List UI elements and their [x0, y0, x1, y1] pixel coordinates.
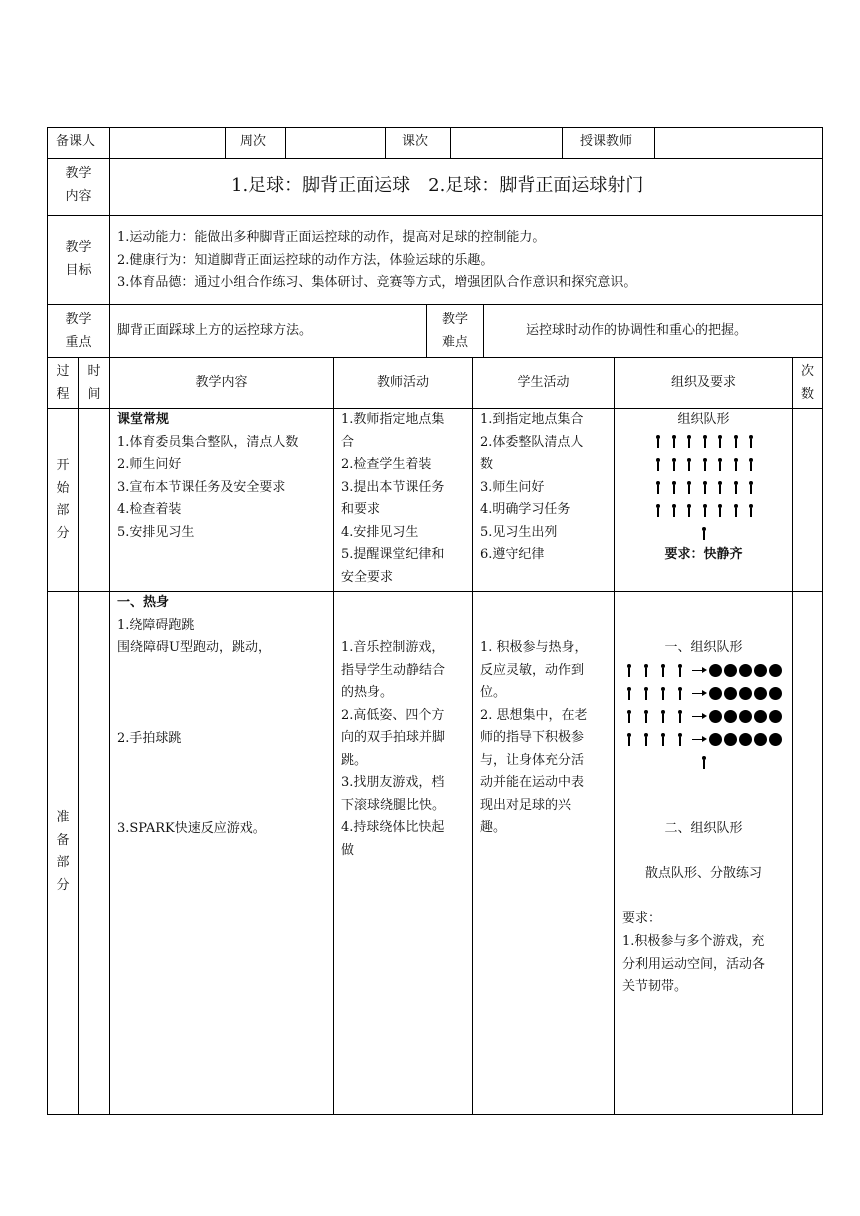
student-figure-icon — [733, 458, 739, 471]
student-figure-icon — [655, 458, 661, 471]
student-figure-icon — [660, 687, 666, 700]
student-figure-icon — [671, 504, 677, 517]
student-figure-icon — [733, 481, 739, 494]
ball-icon — [754, 733, 767, 746]
prep-item3: 3.SPARK快速反应游戏。 — [117, 821, 266, 836]
teacher-figure-icon — [701, 756, 707, 769]
col-count: 次 数 — [800, 364, 814, 402]
goals-list — [117, 227, 636, 295]
student-figure-icon — [677, 710, 683, 723]
list-item: 3.宣布本节课任务及安全要求 — [117, 479, 286, 495]
prep-formation — [615, 0, 792, 1]
ball-icon — [754, 687, 767, 700]
student-figure-icon — [626, 710, 632, 723]
ball-icon — [739, 733, 752, 746]
student-figure-icon — [702, 458, 708, 471]
list-item: 5.安排见习生 — [117, 524, 195, 540]
leader-figure-icon — [701, 527, 707, 540]
student-figure-icon — [686, 435, 692, 448]
ball-icon — [709, 733, 722, 746]
prep-req-label: 要求： — [622, 911, 662, 926]
student-figure-icon — [626, 733, 632, 746]
goal-item: 3.体育品德：通过小组合作练习、集体研讨、竞赛等方式，增强团队合作意识和探究意识。 — [117, 275, 637, 290]
start-student: 1.到指定地点集合 2.体委整队清点人 数 3.师生问好 4.明确学习任务 5.见习生出列 6.遵守纪律 — [480, 412, 584, 562]
student-figure-icon — [717, 504, 723, 517]
ball-icon — [769, 687, 782, 700]
ball-icon — [739, 687, 752, 700]
ball-icon — [769, 733, 782, 746]
content-label: 教学 内容 — [65, 166, 92, 204]
student-figure-icon — [686, 481, 692, 494]
ball-icon — [724, 687, 737, 700]
student-figure-icon — [671, 435, 677, 448]
prep-student: 1. 积极参与热身， 反应灵敏，动作到 位。 2. 思想集中，在老 师的指导下积极参 与，让身体充分活 动并能在运动中表 现出对足球的兴 趣。 — [480, 640, 588, 835]
prep-item1-desc: 围绕障碍U型跑动，跳动， — [117, 640, 271, 655]
student-figure-icon — [702, 435, 708, 448]
list-item: 1.体育委员集合整队，清点人数 — [117, 434, 299, 450]
student-figure-icon — [702, 504, 708, 517]
student-figure-icon — [660, 664, 666, 677]
start-org-requirement: 要求：快静齐 — [664, 547, 743, 562]
student-figure-icon — [660, 710, 666, 723]
arrow-icon — [692, 739, 705, 740]
col-process: 过 程 — [56, 364, 70, 402]
student-figure-icon — [660, 733, 666, 746]
col-teacher: 教师活动 — [376, 375, 429, 390]
start-org-title: 组织队形 — [677, 412, 730, 427]
student-figure-icon — [671, 481, 677, 494]
col-org: 组织及要求 — [670, 375, 736, 390]
preparer-label: 备课人 — [56, 134, 96, 149]
student-figure-icon — [686, 504, 692, 517]
student-figure-icon — [677, 664, 683, 677]
student-figure-icon — [655, 435, 661, 448]
start-content — [117, 409, 298, 544]
start-title: 课堂常规 — [117, 412, 170, 427]
lesson-label: 课次 — [402, 134, 429, 149]
ball-icon — [709, 687, 722, 700]
student-figure-icon — [671, 458, 677, 471]
ball-icon — [739, 710, 752, 723]
list-item: 4.检查着装 — [117, 502, 182, 517]
student-figure-icon — [643, 687, 649, 700]
prep-org1-title: 一、组织队形 — [664, 640, 743, 655]
student-figure-icon — [733, 504, 739, 517]
student-figure-icon — [748, 481, 754, 494]
student-figure-icon — [643, 710, 649, 723]
student-figure-icon — [626, 687, 632, 700]
col-content: 教学内容 — [195, 375, 248, 390]
student-figure-icon — [643, 733, 649, 746]
ball-icon — [769, 664, 782, 677]
prep-org2-desc: 散点队形、分散练习 — [644, 866, 762, 881]
hard-label: 教学 难点 — [441, 312, 468, 350]
prep-section-title: 一、热身 — [117, 595, 170, 610]
goals-label: 教学 目标 — [65, 240, 92, 278]
student-figure-icon — [626, 664, 632, 677]
ball-icon — [754, 710, 767, 723]
col-student: 学生活动 — [517, 375, 570, 390]
ball-icon — [709, 710, 722, 723]
student-figure-icon — [655, 504, 661, 517]
goal-item: 2.健康行为：知道脚背正面运控球的动作方法，体验运球的乐趣。 — [117, 252, 494, 268]
student-figure-icon — [717, 458, 723, 471]
goal-item: 1.运动能力：能做出多种脚背正面运控球的动作，提高对足球的控制能力。 — [117, 230, 546, 245]
ball-icon — [709, 664, 722, 677]
prep-item2: 2.手拍球跳 — [117, 731, 182, 746]
student-figure-icon — [677, 687, 683, 700]
week-label: 周次 — [240, 134, 267, 149]
ball-icon — [724, 710, 737, 723]
prep-org2-title: 二、组织队形 — [664, 821, 743, 836]
student-figure-icon — [717, 435, 723, 448]
prep-req-list: 1.积极参与多个游戏，充 分利用运动空间，活动各 关节韧带。 — [622, 934, 766, 994]
ball-icon — [739, 664, 752, 677]
student-figure-icon — [655, 481, 661, 494]
list-item: 2.师生问好 — [117, 457, 182, 472]
student-figure-icon — [748, 504, 754, 517]
prep-teacher: 1.音乐控制游戏， 指导学生动静结合 的热身。 2.高低姿、四个方 向的双手拍球并脚 跳。 3.找朋友游戏，档 下滚球绕腿比快。 4.持球绕体比快起 做 — [341, 640, 446, 858]
ball-icon — [769, 710, 782, 723]
content-text: 1.足球：脚背正面运球 2.足球：脚背正面运球射门 — [231, 175, 644, 196]
arrow-icon — [692, 693, 705, 694]
prep-stage-label: 准 备 部 分 — [56, 810, 70, 893]
arrow-icon — [692, 670, 705, 671]
start-teacher: 1.教师指定地点集 合 2.检查学生着装 3.提出本节课任务 和要求 4.安排见习生 5.提醒课堂纪律和 安全要求 — [341, 412, 445, 585]
student-figure-icon — [702, 481, 708, 494]
key-label: 教学 重点 — [65, 312, 92, 350]
hard-text: 运控球时动作的协调性和重心的把握。 — [526, 323, 748, 338]
student-figure-icon — [643, 664, 649, 677]
prep-item1-title: 1.绕障碍跑跳 — [117, 618, 195, 633]
ball-icon — [724, 733, 737, 746]
ball-icon — [754, 664, 767, 677]
student-figure-icon — [686, 458, 692, 471]
student-figure-icon — [717, 481, 723, 494]
ball-icon — [724, 664, 737, 677]
arrow-icon — [692, 716, 705, 717]
col-time: 时 间 — [87, 364, 101, 402]
student-figure-icon — [677, 733, 683, 746]
key-text: 脚背正面踩球上方的运控球方法。 — [117, 323, 313, 338]
start-stage-label: 开 始 部 分 — [56, 458, 70, 541]
student-figure-icon — [748, 458, 754, 471]
student-figure-icon — [733, 435, 739, 448]
teacher-label: 授课教师 — [580, 134, 633, 149]
student-figure-icon — [748, 435, 754, 448]
